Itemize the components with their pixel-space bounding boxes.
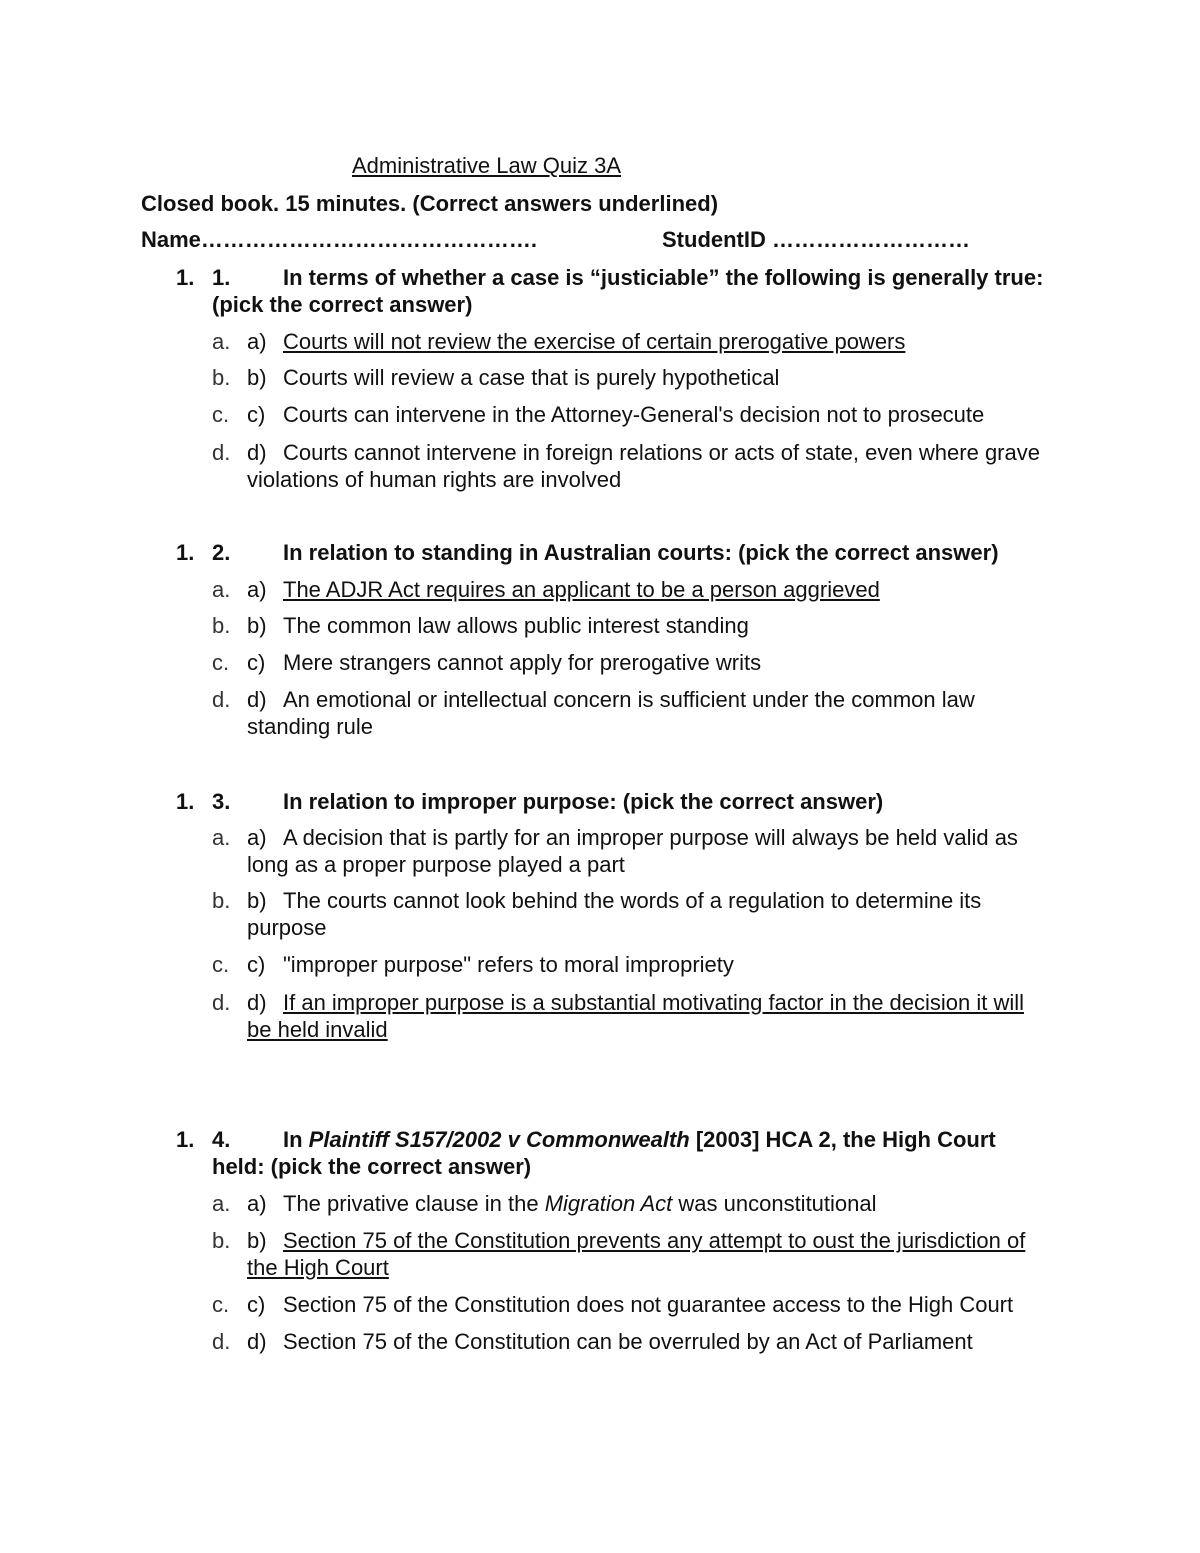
question-number: 1. [212, 265, 231, 290]
act-name: Migration Act [544, 1191, 673, 1216]
document-page: Administrative Law Quiz 3A Closed book. 15 minutes. (Correct answers underlined) Name………………………………………. StudentID ……………………… 1. 1. In terms of whether a case is “justiciable” the following is generally true: (pick the correct answer) a. a) Courts will not review the exercise of certain prerogative powers b. b) Courts will review a case that is purely hypothetical c. c) Courts can intervene in the Attorney-General's decision not to prosecute d. d) Courts cannot intervene in foreign relations or acts of state, even where grave violations of human rights are involved 1. 2. In relation to standing in Australian courts: (pick the correct answer) a. a) The ADJR Act requires an applicant to be a person aggrieved b. b) The common law allows public interest standing c. c) Mere strangers cannot apply for prerogative writs d. d) An emotional or intellectual concern is sufficient under the common law standing rule 1. 3. In relation to improper purpose: (pick the correct answer) a. a) A decision that is partly for an improper purpose will always be held valid as long as a proper purpose played a part b. b) The courts cannot look behind the words of a regulation to determine its purpose c. c) "improper purpose" refers to moral impropriety d. d) If an improper purpose is a substantial motivating factor in the decision it will be held invalid 1. 4. In Plaintiff S157/2002 v Commonwealth [2003] HCA 2, the High Court held: (pick the correct answer) a. a) The privative clause in the Migration Act was unconstitutional b. b) Section 75 of the Constitution prevents any attempt to oust the jurisdiction of the High Court c. c) Section 75 of the Constitution does not guarantee access to the High Court d. d) Section 75 of the Constitution can be overruled by an Act of Parliament [0, 0, 1200, 1553]
name-field-label: Name………………………………………. [141, 227, 538, 252]
correct-answer: If an improper purpose is a substantial motivating factor in the decision it will be held invalid [247, 990, 1025, 1042]
question-text: In Plaintiff S157/2002 v Commonwealth [2003] HCA 2, the High Court held: (pick the correct answer) [212, 1127, 996, 1179]
correct-answer: The ADJR Act requires an applicant to be a person aggrieved [283, 577, 880, 602]
list-number: 1. [176, 1127, 195, 1152]
question-text: In relation to standing in Australian courts: (pick the correct answer) [283, 540, 999, 565]
correct-answer: Courts will not review the exercise of certain prerogative powers [283, 329, 906, 354]
list-number: 1. [176, 265, 195, 290]
question-text: In terms of whether a case is “justiciable” the following is generally true: (pick the correct answer) [212, 265, 1044, 317]
instructions: Closed book. 15 minutes. (Correct answers underlined) [141, 191, 719, 216]
list-number: 1. [176, 540, 195, 565]
question-number: 4. [212, 1127, 231, 1152]
question-number: 2. [212, 540, 231, 565]
quiz-title: Administrative Law Quiz 3A [352, 153, 621, 178]
case-name: Plaintiff S157/2002 v Commonwealth [308, 1127, 690, 1152]
list-number: 1. [176, 789, 195, 814]
question-number: 3. [212, 789, 231, 814]
correct-answer: Section 75 of the Constitution prevents any attempt to oust the jurisdiction of the High Court [247, 1228, 1026, 1280]
student-id-field-label: StudentID ……………………… [662, 227, 970, 252]
question-text: In relation to improper purpose: (pick the correct answer) [283, 789, 884, 814]
